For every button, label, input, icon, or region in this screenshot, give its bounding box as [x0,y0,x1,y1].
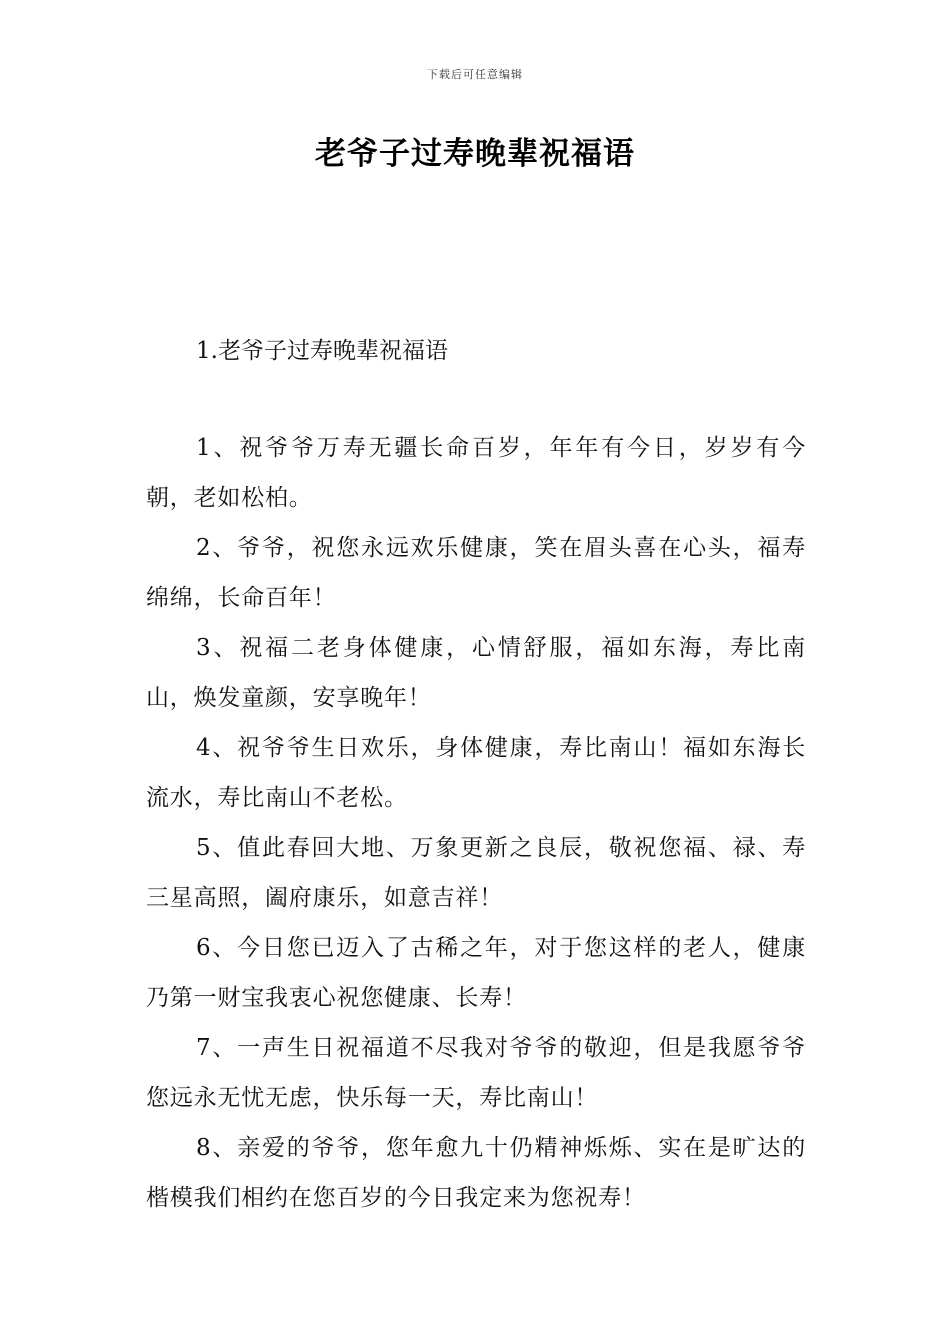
header-note: 下载后可任意编辑 [427,68,523,81]
blessing-paragraph-7: 7、一声生日祝福道不尽我对爷爷的敬迎，但是我愿爷爷您远永无忧无虑，快乐每一天，寿比南山！ [146,1035,806,1111]
blessing-paragraph-1: 1、祝爷爷万寿无疆长命百岁，年年有今日，岁岁有今朝，老如松柏。 [146,435,806,511]
blessing-paragraph-3: 3、祝福二老身体健康，心情舒服，福如东海，寿比南山，焕发童颜，安享晚年！ [146,635,806,711]
blessing-paragraph-2: 2、爷爷，祝您永远欢乐健康，笑在眉头喜在心头，福寿绵绵，长命百年！ [146,535,806,611]
blessing-paragraph-4: 4、祝爷爷生日欢乐，身体健康，寿比南山！福如东海长流水，寿比南山不老松。 [146,735,806,811]
blessing-paragraph-8: 8、亲爱的爷爷，您年愈九十仍精神烁烁、实在是旷达的楷模我们相约在您百岁的今日我定来为您祝寿！ [146,1135,806,1211]
blessing-paragraph-5: 5、值此春回大地、万象更新之良辰，敬祝您福、禄、寿三星高照，阖府康乐，如意吉祥！ [146,835,806,911]
document-title: 老爷子过寿晚辈祝福语 [315,136,635,172]
blessings-list [146,423,806,1223]
section-heading: 1.老爷子过寿晚辈祝福语 [196,338,448,364]
blessing-paragraph-6: 6、今日您已迈入了古稀之年，对于您这样的老人，健康乃第一财宝我衷心祝您健康、长寿！ [146,935,806,1011]
